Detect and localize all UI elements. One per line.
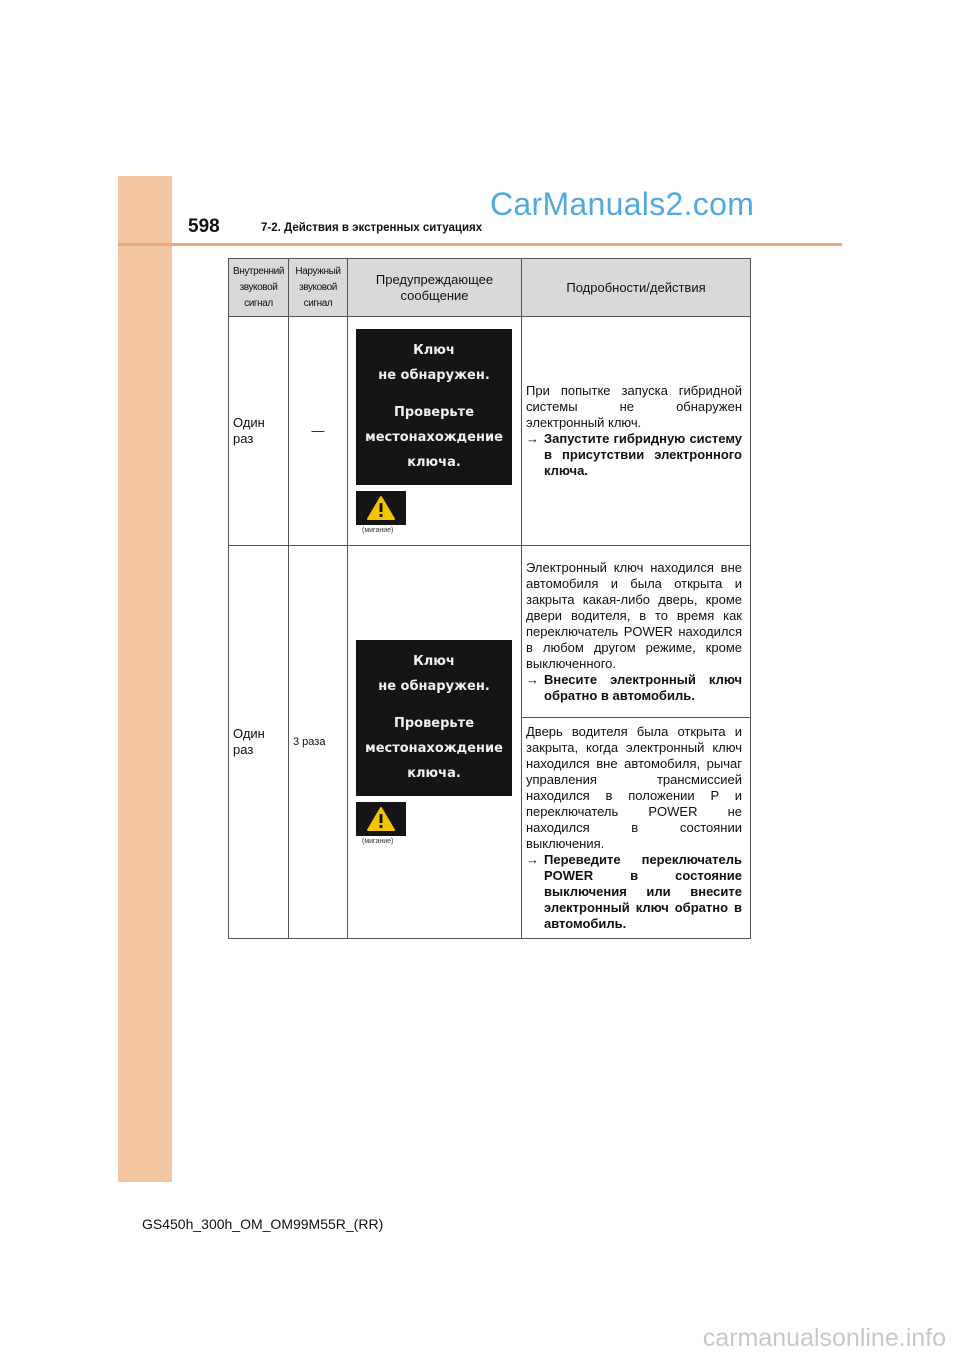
message-line: местонахождение <box>365 430 503 445</box>
message-line: Ключ <box>413 343 455 358</box>
warning-indicator <box>356 802 406 836</box>
arrow-icon: → <box>526 671 539 687</box>
action-text: Запустите гибридную систему в присутствии электронного ключа. <box>544 431 742 478</box>
details-cell <box>522 546 751 718</box>
table-header-row <box>229 259 751 317</box>
message-line: не обнаружен. <box>378 368 490 383</box>
detail-text: Электронный ключ находился вне автомобиля и была открыта и закрыта какая-либо дверь, кроме двери водителя, в то время как переключатель POWER находился в любом другом режиме, кроме выключенного. <box>526 559 742 671</box>
col-internal-signal: Внутренний звуковой сигнал <box>229 259 289 317</box>
watermark-top: CarManuals2.com <box>490 186 755 222</box>
col-warning-message: Предупреждающее сообщение <box>348 259 522 317</box>
section-title: 7-2. Действия в экстренных ситуациях <box>261 222 483 234</box>
internal-signal-cell: Один раз <box>229 317 289 546</box>
message-line: не обнаружен. <box>378 679 490 694</box>
details-cell <box>522 317 751 546</box>
warning-message-cell <box>348 546 522 939</box>
warning-table <box>228 258 751 939</box>
col-details: Подробности/действия <box>522 259 751 317</box>
col-external-signal: Наружный звуковой сигнал <box>289 259 348 317</box>
display-screen <box>356 640 512 796</box>
table-row <box>229 317 751 546</box>
action-text: Переведите переключатель POWER в состояние выключения или внесите электронный ключ обратно в автомобиль. <box>544 852 742 931</box>
side-color-band <box>118 176 172 1182</box>
message-line: ключа. <box>407 766 461 781</box>
external-signal-cell: — <box>289 317 348 546</box>
message-line: Проверьте <box>393 405 475 420</box>
display-screen <box>356 329 512 485</box>
warning-triangle-icon <box>366 495 396 521</box>
page-number: 598 <box>188 216 220 237</box>
detail-action <box>526 672 742 704</box>
warning-message-cell <box>348 317 522 546</box>
details-cell <box>522 718 751 939</box>
arrow-icon: → <box>526 852 539 867</box>
detail-text: При попытке запуска гибридной системы не обнаружен электронный ключ. <box>526 383 742 430</box>
message-line: местонахождение <box>365 741 503 756</box>
detail-action <box>526 852 742 932</box>
detail-action <box>526 431 742 479</box>
message-line: Ключ <box>413 654 455 669</box>
watermark-bottom: carmanualsonline.info <box>702 1324 946 1352</box>
warning-indicator <box>356 491 406 525</box>
detail-text: Дверь водителя была открыта и закрыта, когда электронный ключ находился вне автомобиля, рычаг управления трансмиссией находился в положении P и переключатель POWER не находился в состоянии выключения. <box>526 724 742 851</box>
blink-label: (мигание) <box>362 837 394 845</box>
internal-signal-cell: Один раз <box>229 546 289 939</box>
blink-label: (мигание) <box>362 526 394 534</box>
table-row <box>229 546 751 718</box>
header-rule <box>118 243 842 246</box>
message-line: ключа. <box>407 455 461 470</box>
document-code-footer: GS450h_300h_OM_OM99M55R_(RR) <box>142 1216 384 1232</box>
arrow-icon: → <box>526 431 539 446</box>
external-signal-cell: 3 раза <box>289 546 348 939</box>
warning-triangle-icon <box>366 806 396 832</box>
message-line: Проверьте <box>393 716 475 731</box>
action-text: Внесите электронный ключ обратно в автомобиль. <box>544 671 742 703</box>
